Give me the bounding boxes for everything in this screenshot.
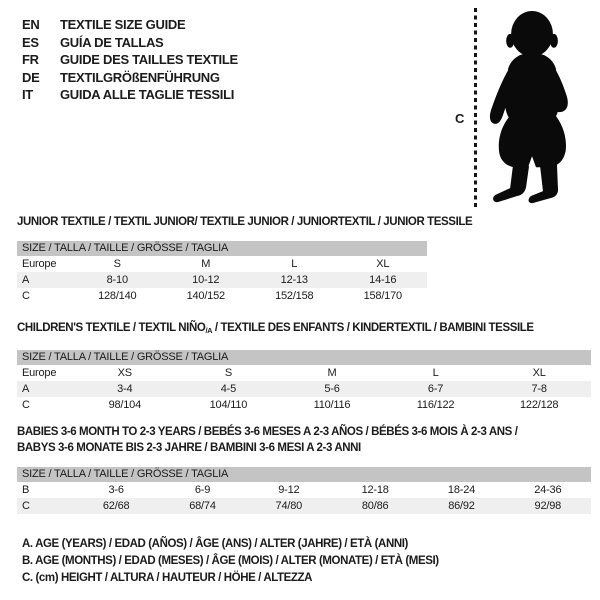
size-value-cell: L	[291, 258, 298, 270]
size-value-cell: 12-18	[361, 484, 389, 496]
row-label: C	[22, 399, 30, 411]
language-title-list	[22, 16, 238, 104]
size-value-cell: 86/92	[448, 500, 475, 512]
language-code: EN	[22, 17, 40, 33]
size-value-cell: 6-7	[427, 383, 444, 395]
size-section	[17, 424, 591, 514]
row-label: A	[22, 274, 30, 286]
size-header-bar: SIZE / TALLA / TAILLE / GRÖSSE / TAGLIA	[17, 467, 591, 482]
language-guide-title: TEXTILGRÖßENFÜHRUNG	[60, 69, 220, 85]
size-value-cell: 152/158	[275, 290, 314, 302]
section-title-line	[17, 424, 591, 440]
size-table-row	[17, 498, 591, 514]
size-value-cell: XL	[532, 367, 546, 379]
section-title-text: BABIES 3-6 MONTH TO 2-3 YEARS / BEBÉS 3-6 MESES A 2-3 AÑOS / BÉBÉS 3-6 MOIS À 2-3 ANS /	[17, 426, 518, 438]
language-code: FR	[22, 52, 39, 68]
size-value-cell: 98/104	[108, 399, 142, 411]
language-guide-title: TEXTILE SIZE GUIDE	[60, 17, 186, 33]
size-table	[17, 241, 427, 304]
size-value-cell: 5-6	[324, 383, 340, 395]
size-value-cell: 4-5	[220, 383, 237, 395]
size-value-cell: M	[327, 367, 337, 379]
section-title	[17, 424, 591, 456]
size-value-cell: 3-4	[117, 383, 133, 395]
size-value-cell: XL	[376, 258, 390, 270]
language-guide-title: GUIDA ALLE TAGLIE TESSILI	[60, 87, 235, 103]
size-header-bar: SIZE / TALLA / TAILLE / GRÖSSE / TAGLIA	[17, 241, 427, 256]
size-value-cell: 10-12	[192, 274, 220, 286]
size-value-cell: 68/74	[189, 500, 216, 512]
size-value-cell: 74/80	[275, 500, 303, 512]
size-value-cell: 14-16	[369, 274, 397, 286]
row-label: A	[22, 383, 30, 395]
row-label: B	[22, 484, 30, 496]
size-value-cell: 9-12	[278, 484, 300, 496]
height-measure-label: C	[455, 111, 465, 126]
size-table-row	[17, 482, 591, 498]
size-value-cell: S	[113, 258, 121, 270]
size-value-cell: 116/122	[416, 399, 455, 411]
language-row	[22, 69, 238, 87]
size-section	[17, 214, 472, 304]
language-row	[22, 16, 238, 34]
size-value-cell: L	[432, 367, 439, 379]
row-label: C	[22, 500, 30, 512]
section-title	[17, 214, 472, 230]
language-code: ES	[22, 34, 39, 50]
size-value-cell: 122/128	[519, 399, 559, 411]
section-title-line	[17, 320, 591, 339]
footnote-line: A. AGE (YEARS) / EDAD (AÑOS) / ÂGE (ANS) / ALTER (JAHRE) / ETÀ (ANNI)	[22, 538, 408, 550]
row-label: Europe	[22, 258, 57, 270]
size-table-row	[17, 272, 427, 288]
size-table-row	[17, 256, 427, 272]
baby-figure	[452, 6, 600, 210]
size-value-cell: XS	[117, 367, 132, 379]
row-label: Europe	[22, 367, 57, 379]
size-table-row	[17, 288, 427, 304]
height-dashed-line	[474, 8, 477, 207]
size-header-bar: SIZE / TALLA / TAILLE / GRÖSSE / TAGLIA	[17, 350, 591, 365]
footnote-line: C. (cm) HEIGHT / ALTURA / HAUTEUR / HÖHE / ALTEZZA	[22, 572, 313, 584]
size-value-cell: M	[201, 258, 211, 270]
language-row	[22, 34, 238, 52]
size-table-row	[17, 381, 591, 397]
size-value-cell: 140/152	[186, 290, 225, 302]
size-value-cell: 18-24	[447, 484, 476, 496]
size-value-cell: 12-13	[280, 274, 308, 286]
size-value-cell: 158/170	[363, 290, 402, 302]
size-value-cell: 7-8	[531, 383, 547, 395]
language-code: DE	[22, 69, 40, 85]
section-title-text: / TEXTILE DES ENFANTS / KINDERTEXTIL / BAMBINI TESSILE	[212, 322, 534, 334]
row-label: C	[22, 290, 30, 302]
language-guide-title: GUÍA DE TALLAS	[60, 34, 164, 50]
section-title-text: JUNIOR TEXTILE / TEXTIL JUNIOR/ TEXTILE JUNIOR / JUNIORTEXTIL / JUNIOR TESSILE	[17, 216, 473, 228]
language-row	[22, 51, 238, 69]
section-title-line	[17, 440, 591, 456]
footnote-line: B. AGE (MONTHS) / EDAD (MESES) / ÂGE (MOIS) / ALTER (MONATE) / ETÀ (MESI)	[22, 555, 439, 567]
language-guide-title: GUIDE DES TAILLES TEXTILE	[60, 52, 238, 68]
section-title-text: /A	[205, 326, 213, 335]
language-row	[22, 86, 238, 104]
size-section	[17, 320, 591, 413]
section-title-line	[17, 214, 472, 230]
size-value-cell: 6-9	[194, 484, 211, 496]
size-table	[17, 350, 591, 413]
language-code: IT	[22, 87, 33, 103]
baby-silhouette-icon	[482, 8, 594, 207]
size-value-cell: 110/116	[313, 399, 351, 411]
size-value-cell: 3-6	[108, 484, 124, 496]
size-value-cell: 104/110	[209, 399, 248, 411]
size-table-row	[17, 365, 591, 381]
section-title-text: CHILDREN'S TEXTILE / TEXTIL NIÑO	[17, 322, 206, 334]
size-value-cell: 62/68	[102, 500, 130, 512]
section-title-text: BABYS 3-6 MONATE BIS 2-3 JAHRE / BAMBINI 3-6 MESI A 2-3 ANNI	[17, 442, 361, 454]
size-value-cell: 80/86	[361, 500, 389, 512]
size-value-cell: 92/98	[534, 500, 562, 512]
footnote-list	[22, 536, 439, 587]
section-title	[17, 320, 591, 339]
size-table	[17, 467, 591, 514]
size-value-cell: 128/140	[98, 290, 137, 302]
size-value-cell: 8-10	[106, 274, 128, 286]
size-table-row	[17, 397, 591, 413]
size-value-cell: S	[224, 367, 232, 379]
size-value-cell: 24-36	[534, 484, 562, 496]
